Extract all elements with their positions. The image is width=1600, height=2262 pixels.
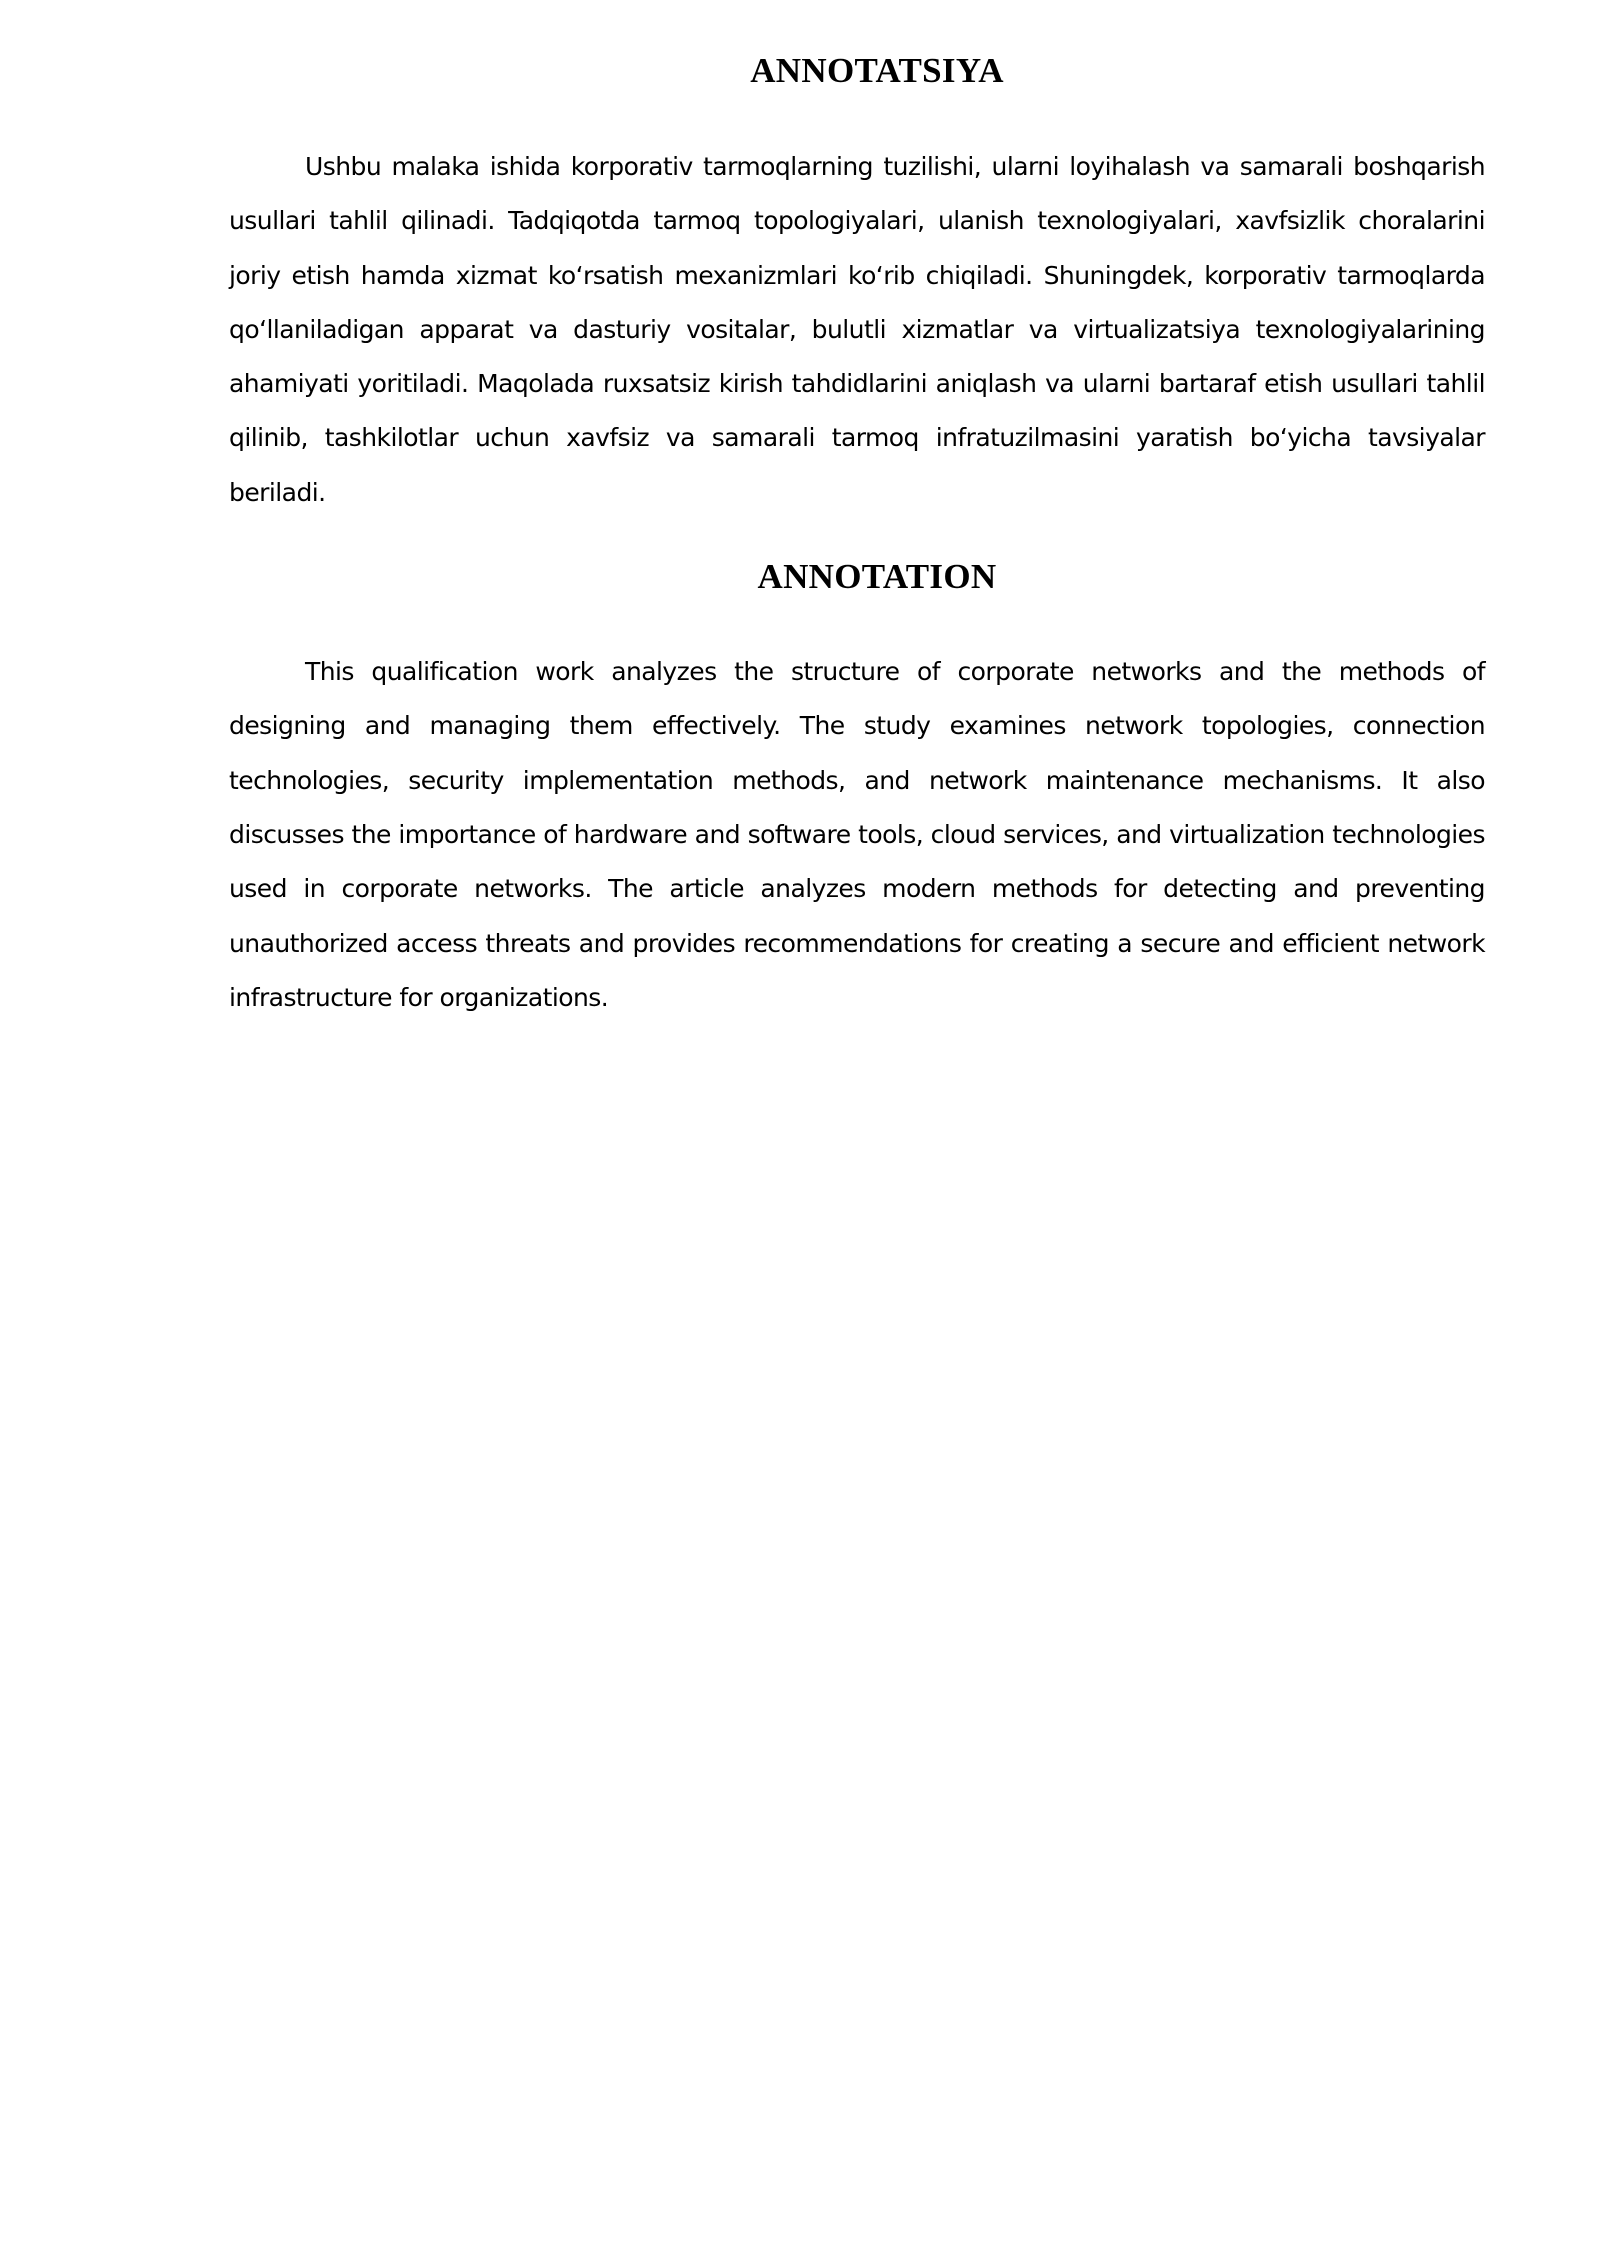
annotation-heading-uzbek: ANNOTATSIYA xyxy=(750,51,1004,90)
annotation-paragraph-uzbek: Ushbu malaka ishida korporativ tarmoqlarning tuzilishi, ularni loyihalash va samarali boshqarish usullari tahlil qilinadi. Tadqiqotda tarmoq topologiyalari, ulanish texnologiyalari, xavfsizlik choralarini joriy etish hamda xizmat koʻrsatish mexanizmlari koʻrib chiqiladi. Shuningdek, korporativ tarmoqlarda qoʻllaniladigan apparat va dasturiy vositalar, bulutli xizmatlar va virtualizatsiya texnologiyalarining ahamiyati yoritiladi. Maqolada ruxsatsiz kirish tahdidlarini aniqlash va ularni bartaraf etish usullari tahlil qilinib, tashkilotlar uchun xavfsiz va samarali tarmoq infratuzilmasini yaratish boʻyicha tavsiyalar beriladi. xyxy=(229,152,1485,507)
annotation-heading-english: ANNOTATION xyxy=(757,557,997,597)
annotation-paragraph-english: This qualification work analyzes the structure of corporate networks and the methods of designing and managing them effectively. The study examines network topologies, connection technologies, security implementation methods, and network maintenance mechanisms. It also discusses the importance of hardware and software tools, cloud services, and virtualization technologies used in corporate networks. The article analyzes modern methods for detecting and preventing unauthorized access threats and provides recommendations for creating a secure and efficient network infrastructure for organizations. xyxy=(229,657,1485,1012)
page-content xyxy=(229,48,1485,1025)
